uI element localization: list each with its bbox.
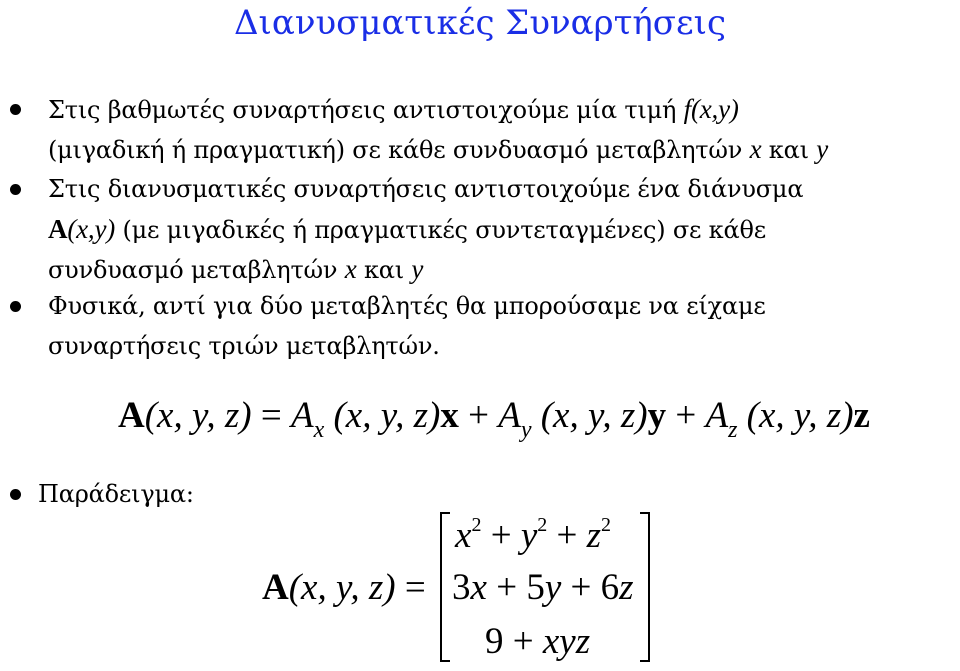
bullet-3-line-2: συναρτήσεις τριών μεταβλητών. [48, 332, 440, 360]
r1-z: z [586, 515, 602, 556]
eq-sub-y: y [520, 417, 532, 443]
bullet-2-line-3 [48, 249, 953, 290]
eq-args: (x, y, z) [144, 395, 252, 436]
matrix-row-1 [455, 514, 611, 557]
text-and: και [356, 256, 412, 284]
r1-exp: 2 [471, 514, 482, 536]
eq-unit-x: x [440, 395, 459, 436]
eq-args: (x, y, z) [531, 395, 648, 436]
r1-x: x [455, 515, 472, 556]
math-y: y [411, 254, 424, 284]
vector-A: A [48, 214, 68, 244]
math-x: x [749, 134, 762, 164]
bullet-dot [10, 184, 21, 195]
bullet-1-line-2 [48, 129, 953, 170]
eq-args: (x, y, z) [737, 395, 854, 436]
r2-plus: + [561, 567, 601, 608]
r2-z: z [619, 567, 634, 608]
ex-args: (x, y, z) [288, 567, 396, 608]
right-bracket [640, 512, 650, 662]
r2-c1: 3 [452, 567, 471, 608]
left-bracket [440, 512, 450, 662]
eq-sub-x: x [313, 417, 325, 443]
r1-y: y [520, 515, 538, 556]
eq-args: (x, y, z) [324, 395, 441, 436]
ex-equals: = [395, 567, 426, 608]
r2-c2: 5 [526, 567, 545, 608]
eq-Az: A [705, 395, 729, 436]
text: (μιγαδική ή πραγματική) σε κάθε συνδυασμό μεταβλητών [48, 136, 750, 164]
bullet-dot [10, 489, 21, 500]
matrix-row-3 [485, 620, 590, 663]
eq-A-bold: A [118, 395, 145, 436]
eq-Ay: A [498, 395, 521, 436]
math-f: f [683, 94, 691, 124]
r1-plus: + [481, 515, 521, 556]
r1-plus: + [547, 515, 587, 556]
r2-plus: + [486, 567, 527, 608]
text: (με μιγαδικές ή πραγματικές συντεταγμένες) σε κάθε [115, 216, 766, 244]
r3-xyz: xyz [542, 621, 591, 662]
example-lhs [262, 566, 426, 609]
vector-equation [118, 394, 870, 443]
eq-Ax: A [290, 395, 314, 436]
eq-unit-z: z [853, 395, 870, 436]
bullet-dot [10, 301, 21, 312]
r3-plus: + [503, 621, 543, 662]
bullet-3-line-1: Φυσικά, αντί για δύο μεταβλητές θα μπορούσαμε να είχαμε [48, 292, 766, 320]
text: Στις βαθμωτές συναρτήσεις αντιστοιχούμε μία τιμή [48, 96, 684, 124]
r1-exp: 2 [537, 514, 548, 536]
eq-equals: = [251, 395, 291, 436]
math-args: (x,y) [690, 94, 739, 124]
eq-plus: + [458, 395, 499, 436]
matrix-row-2 [452, 566, 634, 609]
text: συνδυασμό μεταβλητών [48, 256, 345, 284]
math-y: y [816, 134, 829, 164]
bullet-2-line-1: Στις διανυσματικές συναρτήσεις αντιστοιχούμε ένα διάνυσμα [48, 175, 804, 203]
math-args: (x,y) [67, 214, 116, 244]
eq-sub-z: z [728, 417, 738, 443]
r3-c: 9 [485, 621, 504, 662]
bullet-2-line-2 [48, 209, 953, 250]
bullet-dot [10, 104, 21, 115]
r2-c3: 6 [600, 567, 620, 608]
eq-unit-y: y [647, 395, 667, 436]
r1-exp: 2 [601, 514, 612, 536]
text-and: και [761, 136, 817, 164]
r2-x: x [470, 567, 487, 608]
bullet-1-line-1 [48, 89, 953, 130]
page-title: Διανυσματικές Συναρτήσεις [233, 3, 726, 43]
math-x: x [344, 254, 357, 284]
r2-y: y [544, 567, 562, 608]
eq-plus: + [666, 395, 706, 436]
example-label: Παράδειγμα: [38, 480, 194, 508]
ex-A-bold: A [262, 567, 289, 608]
